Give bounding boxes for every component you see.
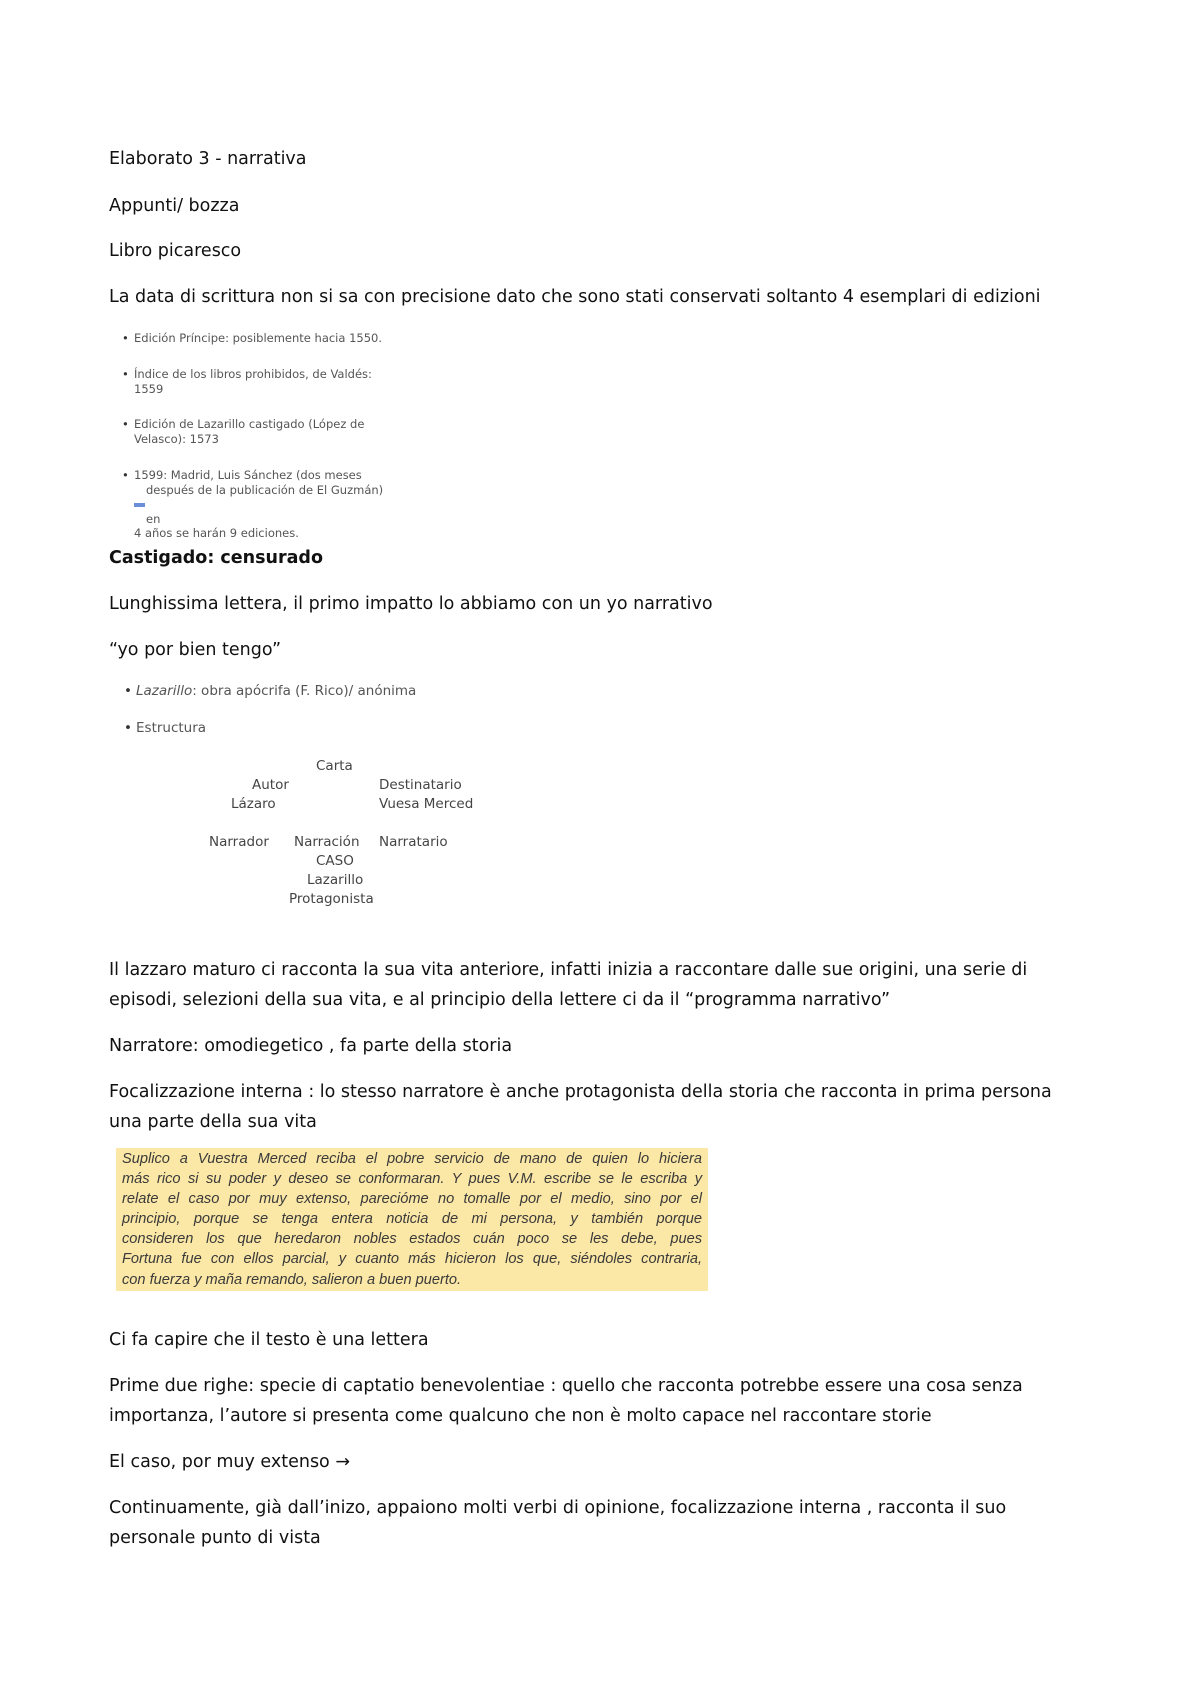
list-item: • Lazarillo: obra apócrifa (F. Rico)/ anónima	[124, 683, 416, 700]
paragraph-prime-2: importanza, l’autore si presenta come qualcuno che non è molto capace nel raccontare storie	[109, 1406, 932, 1426]
list-item: • Estructura	[124, 720, 206, 737]
paragraph-appunti: Appunti/ bozza	[109, 196, 240, 216]
quote-line: principio, porque se tenga entera noticia de mi persona, y también porque	[122, 1211, 702, 1228]
paragraph-data: La data di scrittura non si sa con precisione dato che sono stati conservati soltanto 4 esemplari di edizioni	[109, 287, 1041, 307]
diagram-destinatario: Destinatario	[379, 777, 462, 793]
list-item: • Edición de Lazarillo castigado (López de Velasco): 1573	[122, 417, 364, 446]
diagram-lazaro: Lázaro	[231, 796, 276, 812]
paragraph-narratore: Narratore: omodiegetico , fa parte della storia	[109, 1036, 513, 1056]
paragraph-el-caso: El caso, por muy extenso →	[109, 1452, 350, 1472]
paragraph-castigado: Castigado: censurado	[109, 548, 323, 568]
diagram-narratario: Narratario	[379, 834, 448, 850]
diagram-vuesa-merced: Vuesa Merced	[379, 796, 474, 812]
diagram-carta: Carta	[316, 758, 353, 774]
paragraph-lazzaro-1: Il lazzaro maturo ci racconta la sua vita anteriore, infatti inizia a raccontare dalle sue origini, una serie di	[109, 960, 1028, 980]
diagram-lazarillo: Lazarillo	[307, 872, 364, 888]
paragraph-lunghissima: Lunghissima lettera, il primo impatto lo abbiamo con un yo narrativo	[109, 594, 713, 614]
quote-image	[116, 1148, 708, 1291]
list-item: • 1599: Madrid, Luis Sánchez (dos meses después de la publicación de El Guzmán) en 4 años se harán 9 ediciones.	[122, 468, 383, 541]
arrow-icon	[134, 503, 145, 507]
diagram-narracion: Narración	[294, 834, 360, 850]
quote-line: con fuerza y maña remando, salieron a buen puerto.	[122, 1271, 462, 1288]
paragraph-cont-1: Continuamente, già dall’inizo, appaiono molti verbi di opinione, focalizzazione interna , racconta il suo	[109, 1498, 1007, 1518]
quote-line: más rico si su poder y deseo se conformaran. Y pues V.M. escribe se le escriba y	[122, 1171, 702, 1188]
paragraph-libro: Libro picaresco	[109, 241, 242, 261]
paragraph-yo-por: “yo por bien tengo”	[109, 640, 282, 660]
document-title: Elaborato 3 - narrativa	[109, 149, 307, 169]
quote-line: consideren los que heredaron nobles estados cuán poco se les debe, pues	[122, 1231, 702, 1248]
paragraph-prime-1: Prime due righe: specie di captatio benevolentiae : quello che racconta potrebbe essere una cosa senza	[109, 1376, 1023, 1396]
diagram-protagonista: Protagonista	[289, 891, 374, 907]
diagram-autor: Autor	[252, 777, 289, 793]
quote-line: relate el caso por muy extenso, parecióme no tomalle por el medio, sino por el	[122, 1191, 702, 1208]
paragraph-focal-2: una parte della sua vita	[109, 1112, 317, 1132]
diagram-narrador: Narrador	[209, 834, 269, 850]
paragraph-lazzaro-2: episodi, selezioni della sua vita, e al principio della lettere ci da il “programma narrativo”	[109, 990, 891, 1010]
paragraph-focal-1: Focalizzazione interna : lo stesso narratore è anche protagonista della storia che racconta in prima persona	[109, 1082, 1052, 1102]
list-item: • Edición Príncipe: posiblemente hacia 1550.	[122, 331, 382, 346]
quote-line: Suplico a Vuestra Merced reciba el pobre servicio de mano de quien lo hiciera	[122, 1151, 702, 1167]
list-item: • Índice de los libros prohibidos, de Valdés: 1559	[122, 367, 372, 396]
quote-line: Fortuna fue con ellos parcial, y cuanto más hicieron los que, siéndoles contraria,	[122, 1251, 702, 1268]
paragraph-cont-2: personale punto di vista	[109, 1528, 321, 1548]
paragraph-ci-fa: Ci fa capire che il testo è una lettera	[109, 1330, 429, 1350]
diagram-caso: CASO	[316, 853, 354, 869]
